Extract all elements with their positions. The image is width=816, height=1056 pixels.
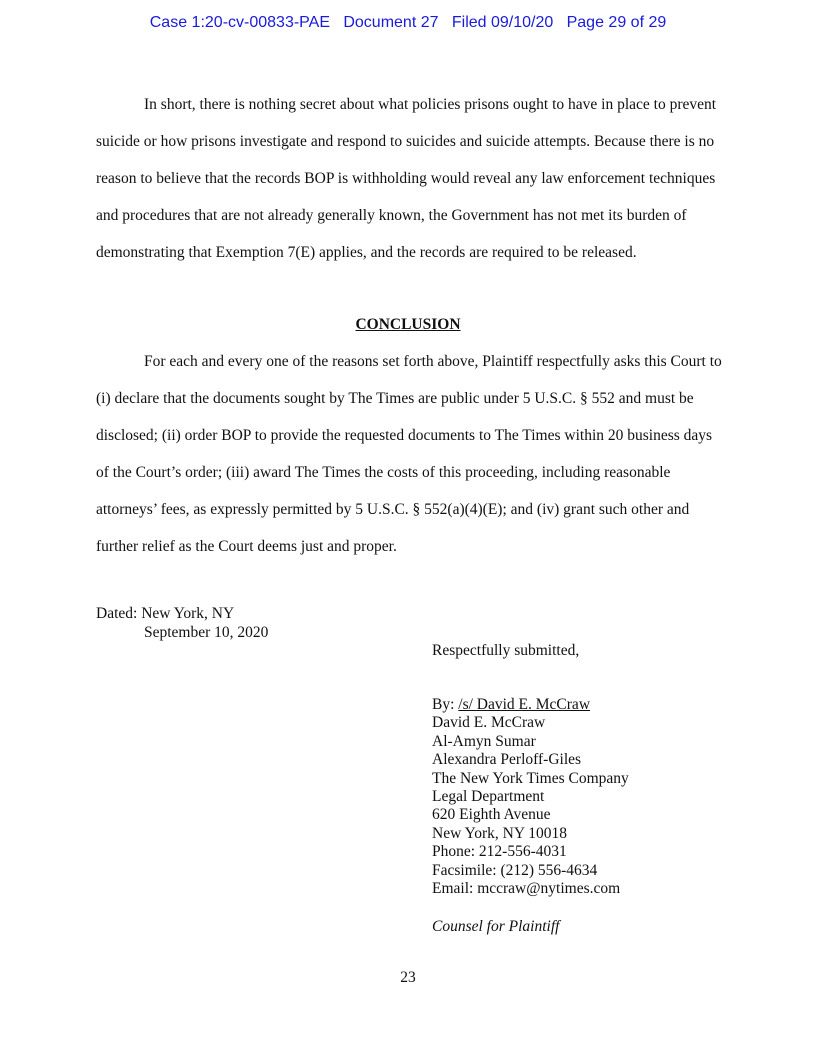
signature-line: 620 Eighth Avenue <box>432 806 551 824</box>
conclusion-heading: CONCLUSION <box>355 316 461 333</box>
filed-date: Filed 09/10/20 <box>451 14 554 31</box>
signature-line: Email: mccraw@nytimes.com <box>432 880 621 898</box>
dated-label: Dated: New York, NY <box>96 605 235 622</box>
paragraph-conclusion: For each and every one of the reasons set forth above, Plaintiff respectfully asks this Court to (i) declare that the documents sought by The Times are public under 5 U.S.C. § 552 and must be disclosed; (ii) order BOP to provide the requested documents to The Times within 20 business days of the Court’s order; (iii) award The Times the costs of this proceeding, including reasonable attorneys’ fees, as expressly permitted by 5 U.S.C. § 552(a)(4)(E); and (iv) grant such other and further relief as the Court deems just and proper. <box>96 353 722 555</box>
signature-line: Al-Amyn Sumar <box>432 732 536 750</box>
signature-line: The New York Times Company <box>432 769 629 787</box>
case-header <box>0 14 816 32</box>
counsel-for-plaintiff: Counsel for Plaintiff <box>432 918 560 935</box>
respectfully-submitted: Respectfully submitted, <box>432 642 580 659</box>
signature-line: Phone: 212-556-4031 <box>432 843 567 861</box>
document-number: Document 27 <box>343 14 439 31</box>
electronic-signature: /s/ David E. McCraw <box>458 696 591 713</box>
signature-by-line <box>432 696 629 714</box>
signature-line: Legal Department <box>432 788 545 806</box>
signature-block <box>432 696 629 898</box>
dated-block <box>96 604 268 642</box>
signature-line: New York, NY 10018 <box>432 824 568 842</box>
dated-date: September 10, 2020 <box>144 624 269 641</box>
paragraph-exemption: In short, there is nothing secret about what policies prisons ought to have in place to prevent suicide or how prisons investigate and respond to suicides and suicide attempts. Because there is no reason to believe that the records BOP is withholding would reveal any law enforcement techniques and procedures that are not already generally known, the Government has not met its burden of demonstrating that Exemption 7(E) applies, and the records are required to be released. <box>96 96 717 261</box>
by-prefix: By: <box>432 696 459 713</box>
case-number: Case 1:20-cv-00833-PAE <box>149 14 330 31</box>
page-number: 23 <box>400 969 416 986</box>
signature-line: Facsimile: (212) 556-4634 <box>432 861 598 879</box>
page-indicator: Page 29 of 29 <box>566 14 667 31</box>
signature-line: David E. McCraw <box>432 714 546 732</box>
signature-line: Alexandra Perloff-Giles <box>432 751 582 769</box>
